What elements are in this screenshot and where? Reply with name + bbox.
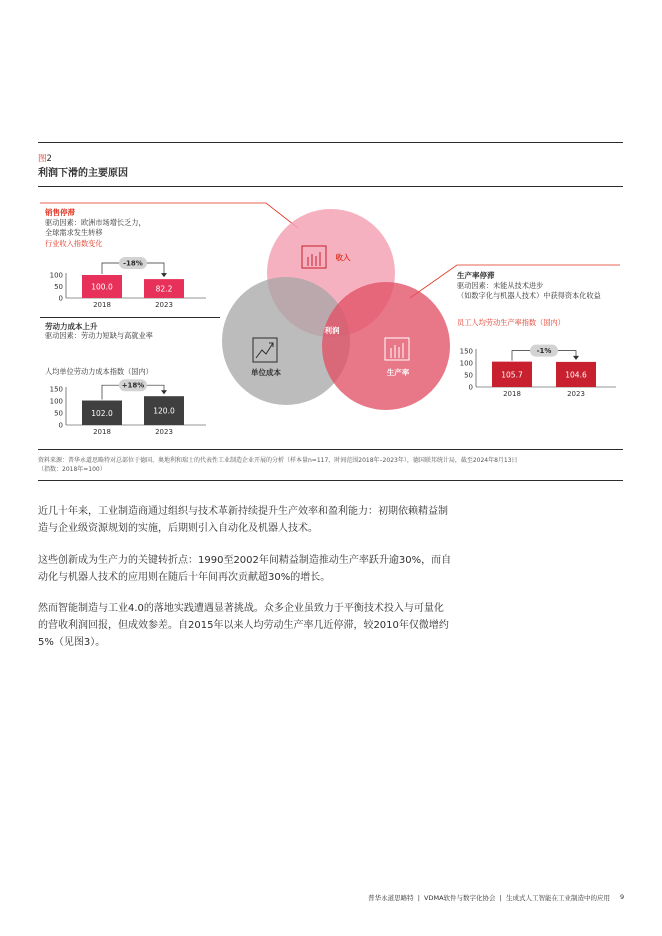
labor-change-arrowhead xyxy=(161,390,167,394)
venn-label-unit-cost: 单位成本 xyxy=(251,368,281,377)
venn-label-revenue: 收入 xyxy=(335,253,351,262)
labor-y-tick-0: 0 xyxy=(58,421,63,430)
sales-driver-line2: 全球需求发生转移 xyxy=(45,228,103,237)
sales-bar-chart xyxy=(30,255,220,315)
figure-number-value: 2 xyxy=(46,154,52,164)
labor-change-label: +18% xyxy=(121,381,145,390)
productivity-y-tick-50: 50 xyxy=(464,371,473,380)
sales-driver-line1: 驱动因素：欧洲市场增长乏力， xyxy=(45,218,146,227)
labor-driver: 驱动因素：劳动力短缺与高就业率 xyxy=(45,331,153,340)
productivity-circle xyxy=(322,282,450,410)
source-rule xyxy=(38,480,623,481)
paragraph-1-line1: 近几十年来，工业制造商通过组织与技术革新持续提升生产效率和盈利能力：初期依赖精益制 xyxy=(38,506,448,517)
paragraph-3-line3: 5%（见图3）。 xyxy=(38,637,106,648)
sales-bar-value-2023: 82.2 xyxy=(155,284,173,294)
labor-divider xyxy=(40,317,220,318)
sales-y-tick-50: 50 xyxy=(54,283,63,291)
sales-title: 销售停滞 xyxy=(45,208,75,217)
paragraph-3 xyxy=(38,600,508,651)
productivity-y-tick-100: 100 xyxy=(459,359,473,368)
sales-y-tick-100: 100 xyxy=(49,271,63,280)
sales-change-label: -18% xyxy=(123,259,143,268)
labor-y-tick-50: 50 xyxy=(54,409,63,418)
labor-bar-chart xyxy=(30,378,220,440)
labor-y-tick-150: 150 xyxy=(49,385,63,394)
paragraph-3-line2: 的营收利润回报，但成效参差。自2015年以来人均劳动生产率几近停滞，较2010年仅微增约 xyxy=(38,620,449,631)
source-line2: （指数：2018年=100） xyxy=(38,466,106,473)
paragraph-2-line2: 动化与机器人技术的应用则在随后十年间再次贡献超30%的增长。 xyxy=(38,572,331,583)
labor-y-tick-100: 100 xyxy=(49,397,63,406)
venn-label-profit: 利润 xyxy=(324,326,340,335)
productivity-change-label: -1% xyxy=(536,347,552,356)
labor-x-label-2018: 2018 xyxy=(93,428,111,436)
productivity-y-tick-0: 0 xyxy=(468,383,473,392)
figure-number-prefix: 图 xyxy=(38,154,47,164)
labor-bar-value-2023: 120.0 xyxy=(153,406,175,416)
productivity-bar-chart xyxy=(440,342,630,404)
paragraph-2 xyxy=(38,552,508,586)
sales-x-label-2018: 2018 xyxy=(93,301,111,309)
productivity-change-arrowhead xyxy=(573,356,579,360)
source-note xyxy=(38,456,628,474)
source-line1: 资料来源：普华永道思略特对总部位于德国、奥地利和瑞士的代表性工业制造企业开展的分析（样本量n=117，时间范围2018年–2023年），德国联邦统计局，截至2024年8月13日 xyxy=(38,457,518,464)
productivity-driver-line1: 驱动因素：未能从技术进步 xyxy=(457,281,544,290)
labor-x-label-2023: 2023 xyxy=(155,428,173,436)
labor-bar-value-2018: 102.0 xyxy=(91,408,113,418)
figure-title: 利润下滑的主要原因 xyxy=(38,168,128,179)
venn-label-productivity: 生产率 xyxy=(386,368,410,377)
paragraph-1-line2: 造与企业级资源规划的实施，后期则引入自动化及机器人技术。 xyxy=(38,523,318,534)
sales-change-arrowhead xyxy=(161,273,167,277)
productivity-y-tick-150: 150 xyxy=(459,347,473,356)
sales-x-label-2023: 2023 xyxy=(155,301,173,309)
productivity-title: 生产率停滞 xyxy=(457,271,495,280)
productivity-bar-value-2023: 104.6 xyxy=(565,370,587,380)
productivity-driver-line2: （如数字化与机器人技术）中获得资本化收益 xyxy=(457,291,601,300)
sales-chart-title: 行业收入指数变化 xyxy=(45,239,103,248)
productivity-bar-value-2018: 105.7 xyxy=(501,370,523,380)
footer-text: 普华永道思略特 | VDMA软件与数字化协会 | 生成式人工智能在工业制造中的应用 xyxy=(368,894,610,902)
sales-bar-value-2018: 100.0 xyxy=(91,282,113,292)
productivity-x-label-2018: 2018 xyxy=(503,390,521,398)
productivity-chart-title: 员工人均劳动生产率指数（国内） xyxy=(457,318,565,327)
productivity-x-label-2023: 2023 xyxy=(567,390,585,398)
paragraph-3-line1: 然而智能制造与工业4.0的落地实践遭遇显著挑战。众多企业虽致力于平衡技术投入与可量化 xyxy=(38,603,444,614)
sales-y-tick-0: 0 xyxy=(58,294,63,303)
page-number: 9 xyxy=(620,893,625,901)
paragraph-1 xyxy=(38,503,508,537)
labor-chart-title: 人均单位劳动力成本指数（国内） xyxy=(45,367,153,376)
labor-title: 劳动力成本上升 xyxy=(45,322,98,331)
paragraph-2-line1: 这些创新成为生产力的关键转折点：1990至2002年间精益制造推动生产率跃升逾30%，而自 xyxy=(38,555,452,566)
